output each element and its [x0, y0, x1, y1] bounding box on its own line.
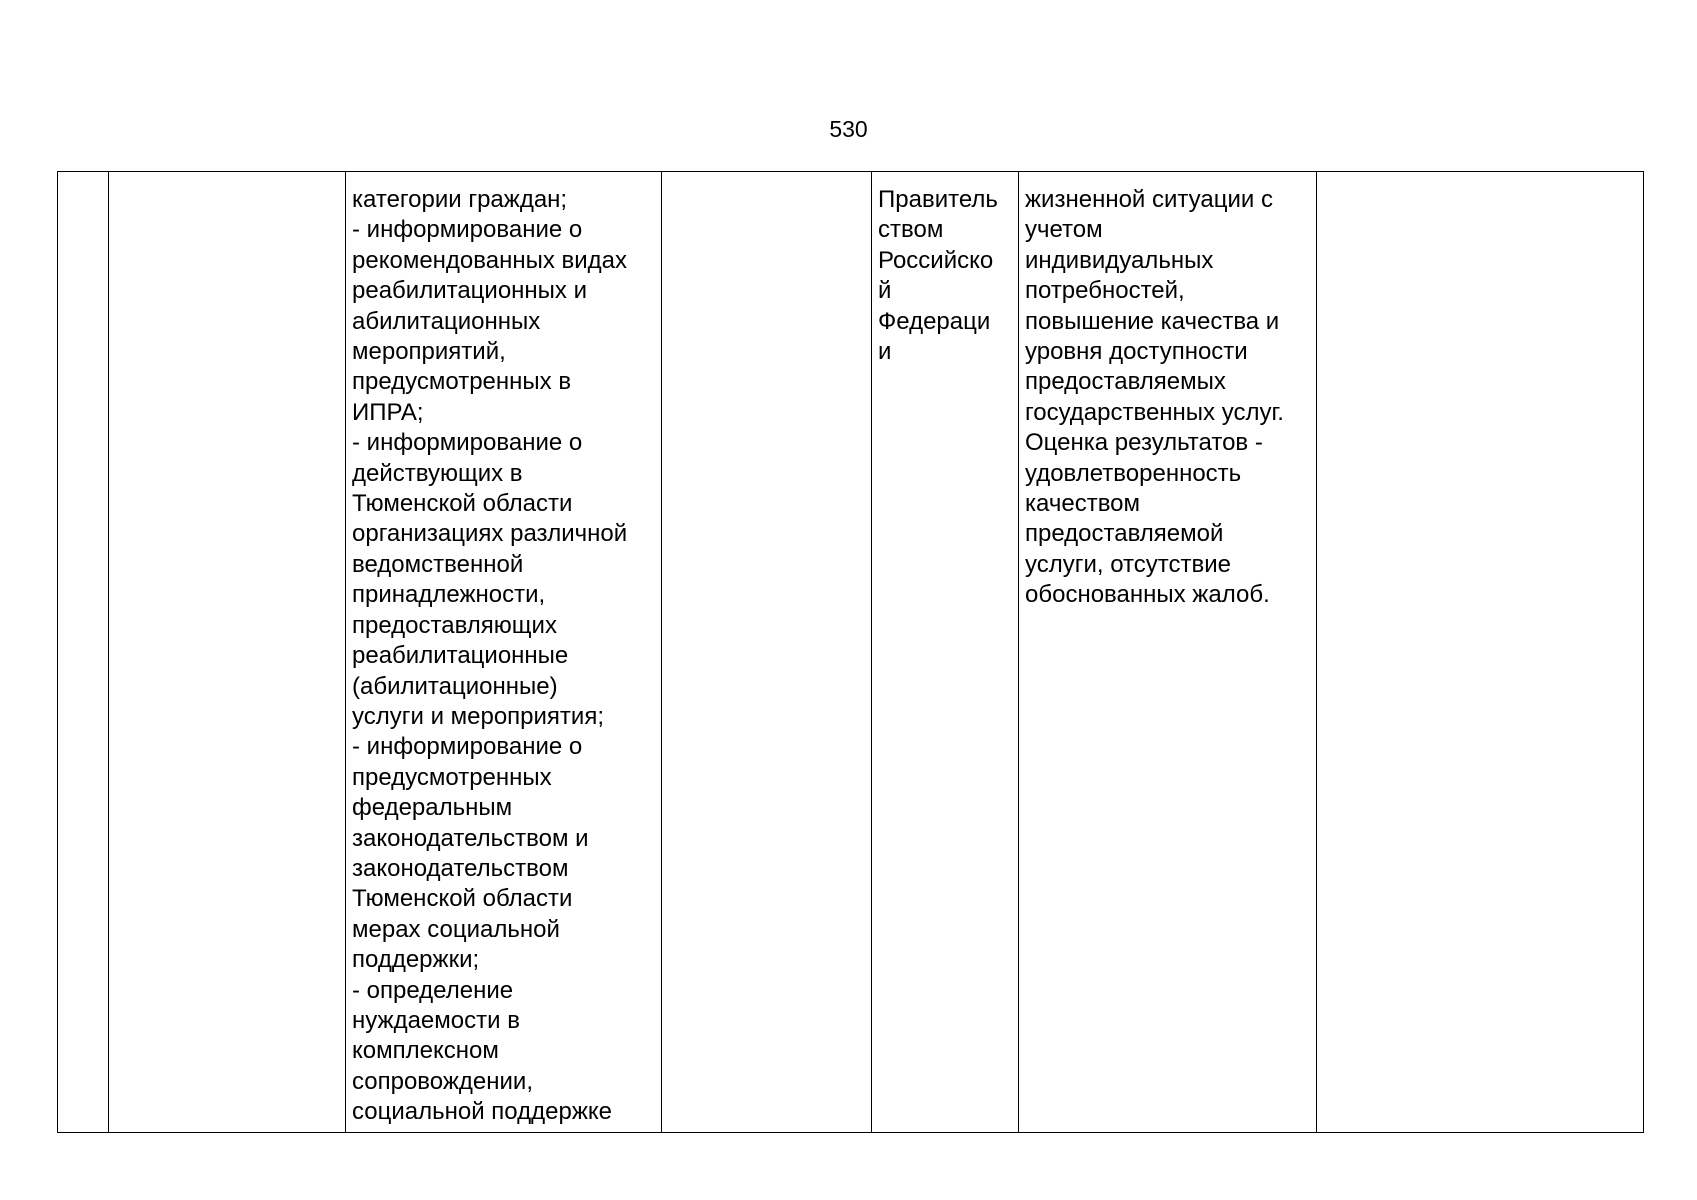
cell-text-line: Оценка результатов -	[1025, 429, 1263, 457]
cell-text-line: социальной поддержке	[352, 1098, 612, 1126]
cell-text-line: нуждаемости в	[352, 1006, 520, 1034]
cell-text-line: й	[878, 277, 892, 305]
document-table	[57, 171, 1644, 1133]
cell-text-line: Правитель	[878, 186, 998, 213]
cell-text-line: государственных услуг.	[1025, 398, 1284, 426]
table-cell-col-5	[872, 172, 1019, 1133]
cell-text-line: предусмотренных	[352, 763, 552, 791]
cell-text-line: - определение	[352, 976, 514, 1004]
cell-text-line: категории граждан;	[352, 186, 568, 213]
cell-text-line: жизненной ситуации с	[1025, 186, 1273, 213]
cell-text-line: комплексном	[352, 1037, 499, 1065]
page-number: 530	[829, 116, 868, 142]
cell-text-line: предусмотренных в	[352, 368, 572, 396]
cell-text-line: ством	[878, 216, 944, 244]
cell-text-line: качеством	[1025, 490, 1141, 518]
cell-text-line: ведомственной	[352, 550, 524, 578]
table-row	[58, 172, 1644, 1133]
cell-text-line: (абилитационные)	[352, 672, 558, 700]
cell-text-line: реабилитационные	[352, 642, 569, 670]
cell-text-line: услуги и мероприятия;	[352, 702, 604, 730]
cell-text-line: ИПРА;	[352, 398, 424, 426]
cell-text-line: законодательством	[352, 854, 569, 882]
cell-text-line: Российско	[878, 246, 994, 274]
cell-text-line: и	[878, 338, 892, 366]
cell-text-line: принадлежности,	[352, 581, 546, 609]
cell-text-line: индивидуальных	[1025, 246, 1214, 274]
cell-text-line: законодательством и	[352, 824, 589, 852]
cell-text-line: - информирование о	[352, 429, 583, 457]
cell-text-line: мероприятий,	[352, 338, 506, 366]
cell-text-line: реабилитационных и	[352, 277, 588, 305]
cell-text-line: Федераци	[878, 307, 991, 335]
cell-text-line: - информирование о	[352, 216, 583, 244]
cell-text-line: учетом	[1025, 216, 1103, 244]
cell-text-line: мерах социальной	[352, 915, 560, 943]
table-cell-col-2	[109, 172, 346, 1133]
cell-text-line: потребностей,	[1025, 277, 1185, 305]
table-cell-col-3	[346, 172, 662, 1133]
cell-text-line: - информирование о	[352, 733, 583, 761]
cell-text-line: абилитационных	[352, 307, 541, 335]
table-cell-col-1	[58, 172, 109, 1133]
table-cell-col-6	[1019, 172, 1317, 1133]
cell-text-line: сопровождении,	[352, 1067, 534, 1095]
cell-text-line: предоставляемых	[1025, 368, 1226, 396]
cell-text-line: Тюменской области	[352, 490, 573, 518]
cell-text-line: удовлетворенность	[1025, 459, 1242, 487]
cell-text-line: федеральным	[352, 794, 513, 822]
cell-text-line: Тюменской области	[352, 885, 573, 913]
cell-text-line: рекомендованных видах	[352, 246, 628, 274]
cell-text-line: обоснованных жалоб.	[1025, 581, 1270, 609]
cell-text-line: услуги, отсутствие	[1025, 550, 1231, 578]
cell-text-line: уровня доступности	[1025, 338, 1248, 366]
cell-text-line: предоставляемой	[1025, 520, 1224, 548]
cell-text-line: поддержки;	[352, 946, 480, 974]
table-cell-col-7	[1317, 172, 1644, 1133]
cell-text-line: повышение качества и	[1025, 307, 1280, 335]
cell-text-line: предоставляющих	[352, 611, 557, 639]
cell-text-line: действующих в	[352, 459, 523, 487]
cell-text-line: организациях различной	[352, 520, 628, 548]
table-cell-col-4	[662, 172, 872, 1133]
